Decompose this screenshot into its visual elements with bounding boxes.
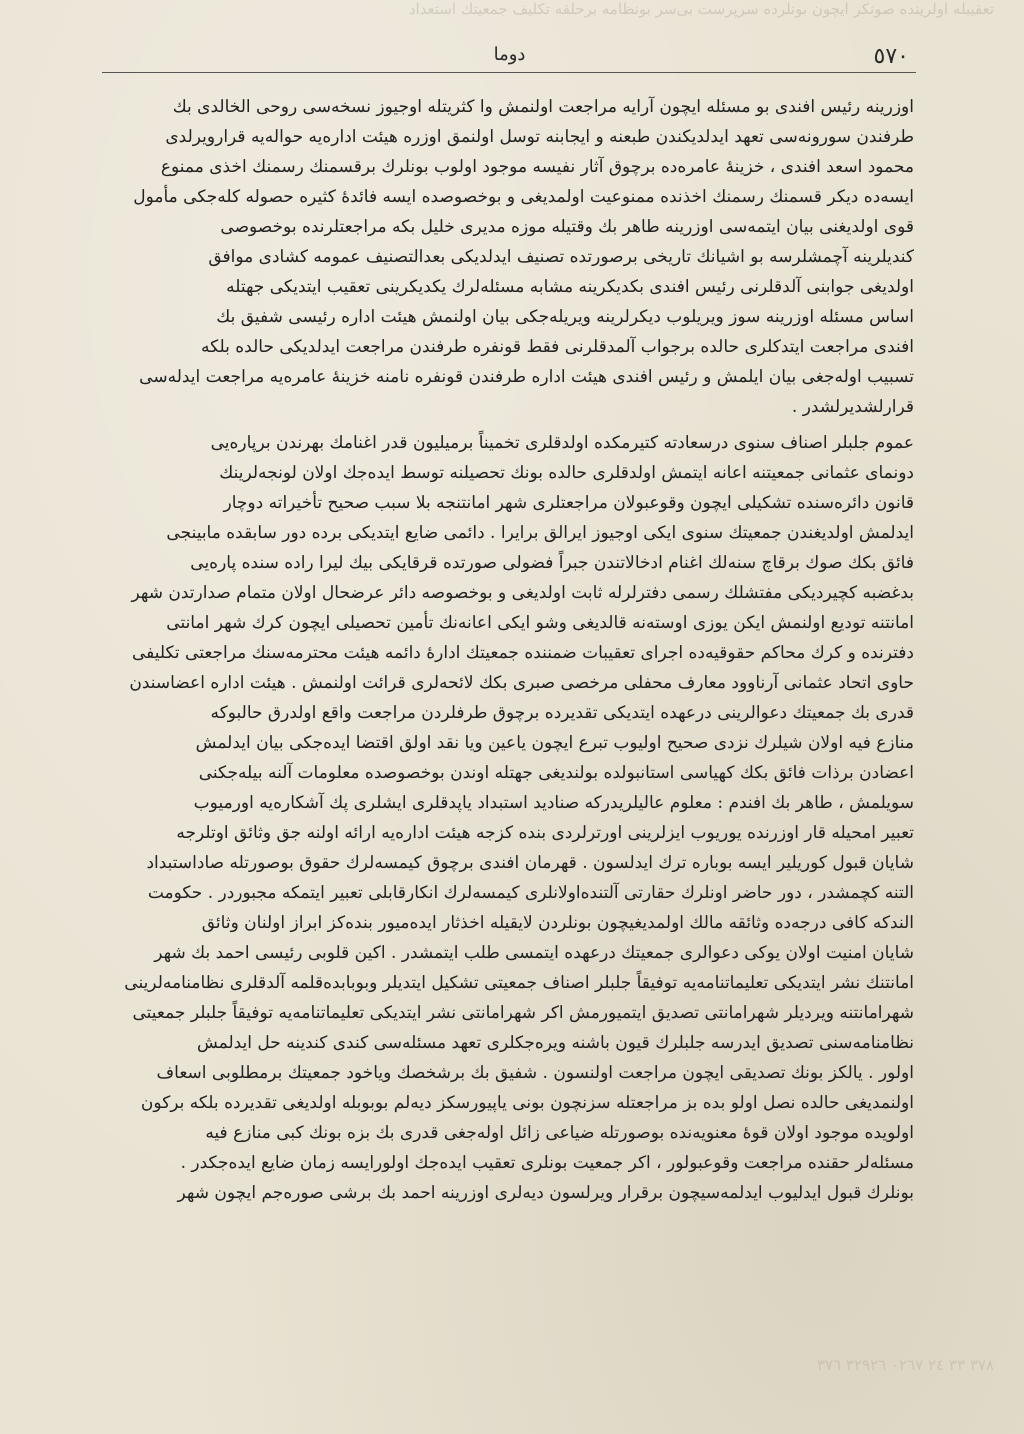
bleed-through-bottom: ٣٧٨ ٣٣ ٢٤ ٠٢٦٧ ٣٢٩٢٦ ٣٧٦ xyxy=(816,1356,994,1374)
text-line: طرفندن سورونه‌سی تعهد ایدلدیکندن طبعنه و ایجابنه توسل اولنمق اوزره هیئت اداره‌یه حواله‌یه قرارویرلدی xyxy=(165,127,914,147)
text-line: اولویده موجود اولان قوهٔ معنویه‌نده بوصورتله ضیاعی زائل اوله‌جغی قدری بك بزه بونك کبی منازع فیه xyxy=(205,1123,914,1143)
text-line: محمود اسعد افندی ، خزینهٔ عامره‌ده برچوق آثار نفیسه موجود اولوب بونلرك برقسمنك رسمنك اخذی ممنوع xyxy=(160,157,914,177)
text-line: شهرامانتنه ویردیلر شهرامانتی تصدیق ایتمیورمش اکر شهرامانتی نشر ایتدیکی تعلیماتنامه‌یه توفیقاً جلبلر جمعیتی xyxy=(132,1003,914,1023)
text-line: امانتنك نشر ایتدیکی تعلیماتنامه‌یه توفیقاً جلبلر اصناف جمعیتی تشکیل ایتدیلر وبوبابده‌قلمه آلدقلری نظامنامه‌لرینی xyxy=(124,973,914,993)
text-line: قوی اولدیغنی بیان ایتمه‌سی اوزرینه طاهر بك وقتیله موزه مدیری خلیل بکه مراجعتلرنده بوخصوصی xyxy=(220,217,914,237)
text-line: اولدیغی جوابنی آلدقلرنی رئیس افندی بکدیکرینه مشابه مسئله‌لرك یکدیکرینی تعقیب ایتدیکی جهتله xyxy=(226,277,914,297)
text-line: اساس مسئله اوزرینه سوز ویریلوب دیکرلرینه ویریله‌جکی بیان اولنمش هیئت اداره رئیسی شفیق بك xyxy=(216,307,914,327)
text-line: افندی مراجعت ایتدکلری حالده برجواب آلمدقلرنی فقط قونفره طرفندن مراجعت ایدلدیکی حالده بلکه xyxy=(200,337,914,357)
text-line: کندیلرینه آچمشلرسه بو اشیانك تاریخی برصورتده تصنیف ایدلدیکی بعدالتصنیف عمومه کشادی موافق xyxy=(208,247,914,267)
text-line: الندکه کافی درجه‌ده وثائقه مالك اولمدیغیچون بونلردن لایقیله اخذثار ایده‌میور بنده‌کز ابراز اولنان وثائق xyxy=(201,913,914,933)
text-line: عموم جلبلر اصناف سنوی درسعادته کتیرمکده اولدقلری تخمیناً برمیلیون قدر اغنامك بهرندن برپاره‌یی xyxy=(210,433,914,453)
text-line: ایدلمش اولدیغندن جمعیتك سنوی ایکی اوجیوز ایرالق برایرا . دائمی ضایع ایتدیکی برده دور سابقده مابینجی xyxy=(166,523,914,543)
text-line: دونمای عثمانی جمعیتنه اعانه ایتمش اولدقلری حالده بونك تحصیلنه توسط ایده‌جك اولان لونجه‌لرینك xyxy=(219,463,914,483)
text-line: اعضادن برذات فائق بکك کهیاسی استانبولده بولندیغی جهتله اوندن بوخصوصده معلومات آلنه بیله‌جکنی xyxy=(198,763,914,783)
paragraph-2 xyxy=(100,428,914,1208)
text-line: قانون دائره‌سنده تشکیلی ایچون وقوعبولان مراجعتلری شهر امانتنجه بلا سبب صحیح تأخیراته دوچار xyxy=(223,493,914,513)
text-line: شایان قبول کوریلیر ایسه بوباره ترك ایدلسون . قهرمان افندی برچوق کیمسه‌لرك حقوق بوصورتله صاداستبداد xyxy=(146,853,914,873)
header-rule xyxy=(102,72,916,73)
text-line: اولور . یالکز بونك تصدیقی ایچون مراجعت اولنسون . شفیق بك برشخصك ویاخود جمعیتك برمطلوبی اسعاف xyxy=(156,1063,914,1083)
bleed-through-top: تعقیبله اولرینده صونکر ایچون بونلرده سرپرست بی‌سر بونظامه برحلقه تکلیف جمعیتك استعداد xyxy=(408,0,994,18)
text-line: نظامنامه‌سنی تصدیق ایدرسه جلبلرك قیون باشنه ویره‌جکلری تعهد مسئله‌سی کندی کندینه حل ایدلمش xyxy=(196,1033,914,1053)
text-line: التنه کچمشدر ، دور حاضر اونلرك حقارتی آلتنده‌اولانلری کیمسه‌لرك انکارقابلی تعبیر ایتمکه مجبوردر . حکومت xyxy=(147,883,914,903)
text-line: شایان امنیت اولان یوکی دعوالری جمعیتك درعهده ایتمسی طلب ایتمشدر . اکین قلوبی رئیسی احمد بك شهر xyxy=(154,943,914,963)
text-line: تعبیر امحیله قار اوزرنده یوریوب ایزلرینی اورترلردی بنده کزجه هیئت اداره‌یه ارائه اولنه جق وثائق اوتلرجه xyxy=(176,823,914,843)
running-title: دوما xyxy=(493,44,526,65)
text-line: مسئله‌لر حقنده مراجعت وقوعبولور ، اکر جمعیت بونلری تعقیب ایده‌جك اولورایسه زمان ضایع ایده‌جکدر . xyxy=(180,1153,914,1173)
text-line: امانتنه تودیع اولنمش ایکن یوزی اوسته‌نه قالدیغی وشو ایکی اعانه‌نك تأمین تحصیلی ایچون کرك شهر امانتی xyxy=(166,613,914,633)
paragraph-1 xyxy=(100,92,914,422)
body-text xyxy=(100,92,914,1208)
text-line: تسبیب اوله‌جغی بیان ایلمش و رئیس افندی هیئت اداره طرفندن قونفره نامنه خزینهٔ عامره‌یه مراجعت ایدله‌سی xyxy=(139,367,914,387)
text-line: قرارلشدیرلشدر . xyxy=(791,397,914,417)
text-line: ایسه‌ده دیکر قسمنك رسمنك اخذنده ممنوعیت اولمدیغی و بوخصوصده ایسه فائدهٔ کثیره حصوله کله‌جکی مأمول xyxy=(133,187,914,207)
text-line: فائق بکك صوك برقاچ سنه‌لك اغنام ادخالاتندن جبراً فضولی صورتده قرقایکی بیك لیرا راده سنده پاره‌یی xyxy=(190,553,914,573)
text-line: قدری بك جمعیتك دعوالرینی درعهده ایتدیکی تقدیرده برچوق طرفلردن مراجعت واقع اولدرق حالبوکه xyxy=(210,703,914,723)
text-line: بونلرك قبول ایدلیوب ایدلمه‌سیچون برقرار ویرلسون دیه‌لری اوزرینه احمد بك برشی صوره‌جم ایچون شهر xyxy=(177,1183,914,1203)
text-line: سویلمش ، طاهر بك افندم : معلوم عالیلریدرکه صنادید استبداد یاپدقلری ایشلری پك آشکاره‌یه اورمیوب xyxy=(193,793,914,813)
text-line: اوزرینه رئیس افندی بو مسئله ایچون آرایه مراجعت اولنمش وا کثریتله اوجیوز نسخه‌سی روحی الخالدی بك xyxy=(172,97,914,117)
text-line: حاوی اتحاد عثمانی آرناوود معارف محفلی مرخصی صبری بکك لائحه‌لری قرائت اولنمش . هیئت اداره اعضاسندن xyxy=(129,673,914,693)
text-line: منازع فیه اولان شیلرك نزدی صحیح اولیوب تبرع ایچون یاعین ویا نقد اولق اقتضا ایده‌جکی بیان ایدلمش xyxy=(195,733,914,753)
text-line: بدغضبه کچیردیکی مفتشلك رسمی دفترلرله ثابت اولدیغی و بوخصوصه دائر عرضحال اولان متمام صدارتدن شهر xyxy=(131,583,914,603)
text-line: اولنمدیغی حالده نصل اولو بده بز مراجعتله سزنچون بونی یاپیورسکز دیه‌لم بوبوبله اولدیغی تقدیرده بلکه برکون xyxy=(140,1093,914,1113)
text-line: دفترنده و کرك محاکم حقوقیه‌ده اجرای تعقیبات ضمننده جمعیتك ادارهٔ دائمه هیئت محترمه‌سنك مراجعتی تکلیفی xyxy=(131,643,914,663)
page-number: ٥٧٠ xyxy=(873,44,909,69)
